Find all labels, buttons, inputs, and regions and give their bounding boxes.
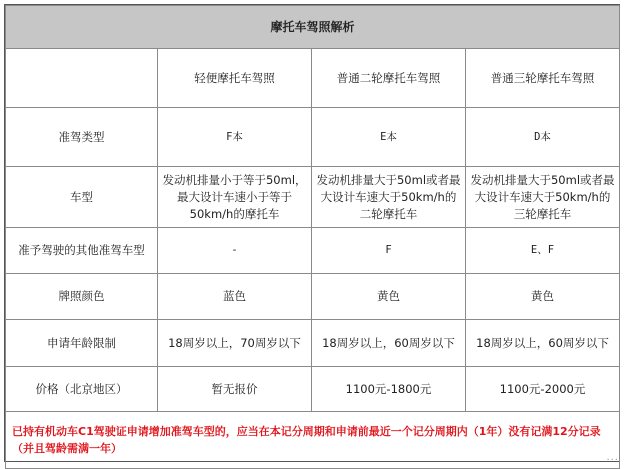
- license-comparison-table: [5, 5, 620, 469]
- table-cell: -: [158, 228, 312, 274]
- table-cell: D本: [466, 108, 620, 167]
- row-label: 准驾类型: [6, 108, 158, 167]
- table-cell: 黄色: [312, 274, 466, 320]
- header-empty-cell: [6, 49, 158, 108]
- table-cell: 18周岁以上，60周岁以下: [466, 320, 620, 367]
- table-cell: 18周岁以上，60周岁以下: [312, 320, 466, 367]
- table-row: [6, 167, 620, 228]
- table-cell: E、F: [466, 228, 620, 274]
- table-cell: F: [312, 228, 466, 274]
- note-row: [6, 412, 620, 469]
- table-cell: 发动机排量小于等于50ml，最大设计车速小于等于50km/h的摩托车: [158, 167, 312, 228]
- row-label: 申请年龄限制: [6, 320, 158, 367]
- table-cell: F本: [158, 108, 312, 167]
- table-cell: 发动机排量大于50ml或者最大设计车速大于50km/h的三轮摩托车: [466, 167, 620, 228]
- table-cell: 蓝色: [158, 274, 312, 320]
- table-cell: 18周岁以上，70周岁以下: [158, 320, 312, 367]
- table-cell: 发动机排量大于50ml或者最大设计车速大于50km/h的二轮摩托车: [312, 167, 466, 228]
- table-title-row: [6, 6, 620, 49]
- row-label: 牌照颜色: [6, 274, 158, 320]
- table-header-row: [6, 49, 620, 108]
- header-three-wheel: 普通三轮摩托车驾照: [466, 49, 620, 108]
- header-light-motorcycle: 轻便摩托车驾照: [158, 49, 312, 108]
- table-title: 摩托车驾照解析: [6, 6, 620, 49]
- table-cell: 黄色: [466, 274, 620, 320]
- watermark: ...: [606, 452, 619, 463]
- row-label: 车型: [6, 167, 158, 228]
- row-label: 准予驾驶的其他准驾车型: [6, 228, 158, 274]
- header-two-wheel: 普通二轮摩托车驾照: [312, 49, 466, 108]
- table-row: [6, 228, 620, 274]
- row-label: 价格（北京地区）: [6, 367, 158, 412]
- table-row: [6, 320, 620, 367]
- note-text: 已持有机动车C1驾驶证申请增加准驾车型的，应当在本记分周期和申请前最近一个记分周期内（1年）没有记满12分记录（并且驾龄需满一年）: [6, 412, 620, 469]
- table-cell: 暂无报价: [158, 367, 312, 412]
- license-table-container: [4, 4, 620, 462]
- table-cell: 1100元-2000元: [466, 367, 620, 412]
- table-cell: 1100元-1800元: [312, 367, 466, 412]
- table-row: [6, 108, 620, 167]
- table-row: [6, 367, 620, 412]
- table-row: [6, 274, 620, 320]
- table-cell: E本: [312, 108, 466, 167]
